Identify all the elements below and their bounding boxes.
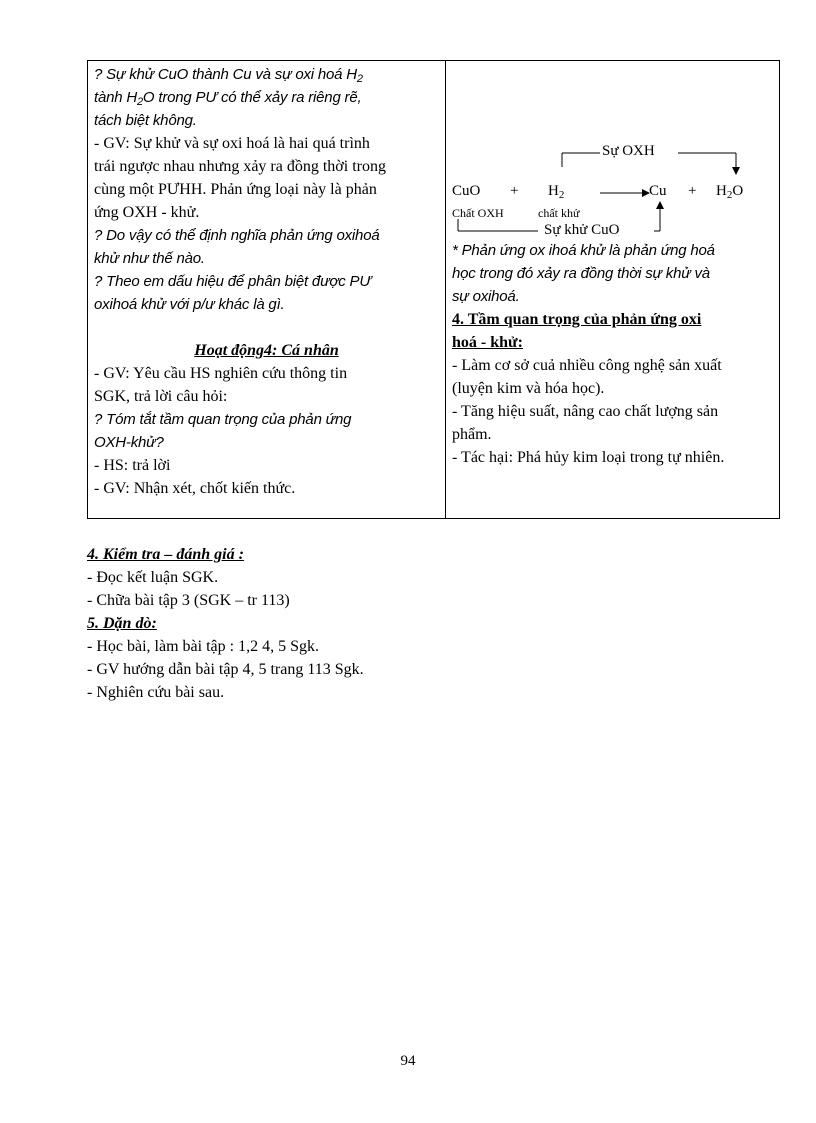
importance-line: (luyện kim và hóa học). bbox=[452, 380, 605, 397]
lesson-table bbox=[87, 60, 780, 519]
content-column bbox=[446, 61, 780, 519]
cu-formula: Cu bbox=[649, 183, 667, 199]
check-section-title: 4. Kiểm tra – đánh giá : bbox=[87, 546, 244, 563]
reductant-label: chất khử bbox=[538, 206, 580, 220]
student-note-line: - HS: trả lời bbox=[94, 457, 171, 474]
definition-line: học trong đó xảy ra đồng thời sự khử và bbox=[452, 265, 710, 282]
redox-equation bbox=[452, 123, 773, 238]
importance-line: - Tăng hiệu suất, nâng cao chất lượng sản bbox=[452, 403, 719, 420]
question-line: ? Theo em dấu hiệu để phân biệt được PƯ bbox=[94, 273, 372, 290]
teacher-note-line: trái ngược nhau nhưng xảy ra đồng thời trong bbox=[94, 158, 386, 175]
teacher-activity-column bbox=[88, 61, 446, 519]
teacher-note-line: - GV: Sự khử và sự oxi hoá là hai quá trình bbox=[94, 135, 370, 152]
oxidation-label: Sự OXH bbox=[602, 143, 655, 159]
teacher-note-line: cùng một PƯHH. Phản ứng loại này là phản bbox=[94, 181, 377, 198]
question-line: ? Tóm tắt tầm quan trọng của phản ứng bbox=[94, 411, 352, 428]
after-table-sections bbox=[87, 543, 364, 704]
homework-item: - GV hướng dẫn bài tập 4, 5 trang 113 Sgk. bbox=[87, 661, 364, 678]
plus-sign: + bbox=[688, 183, 697, 199]
teacher-note-line: - GV: Nhận xét, chốt kiến thức. bbox=[94, 480, 296, 497]
page-number: 94 bbox=[400, 1053, 416, 1069]
question-line: tách biệt không. bbox=[94, 112, 197, 129]
cuo-formula: CuO bbox=[452, 183, 481, 199]
homework-item: - Học bài, làm bài tập : 1,2 4, 5 Sgk. bbox=[87, 638, 319, 655]
question-line: khử như thế nào. bbox=[94, 250, 205, 267]
reduction-label: Sự khử CuO bbox=[544, 222, 620, 238]
plus-sign: + bbox=[510, 183, 519, 199]
h2o-formula: $H_2O$ bbox=[716, 183, 744, 201]
oxidant-label: Chất OXH bbox=[452, 206, 504, 220]
importance-line: phẩm. bbox=[452, 426, 492, 443]
importance-line: - Tác hại: Phá hủy kim loại trong tự nhiên. bbox=[452, 449, 725, 466]
check-item: - Đọc kết luận SGK. bbox=[87, 569, 219, 586]
check-item: - Chữa bài tập 3 (SGK – tr 113) bbox=[87, 592, 290, 609]
activity-title: Hoạt động4: Cá nhân bbox=[194, 342, 339, 359]
question-line: oxihoá khử với p/ư khác là gì. bbox=[94, 296, 285, 313]
teacher-note-line: SGK, trả lời câu hỏi: bbox=[94, 388, 228, 405]
homework-section-title: 5. Dặn dò: bbox=[87, 615, 157, 632]
teacher-note-line: ứng OXH - khử. bbox=[94, 204, 200, 221]
h2-formula: $H_2$ bbox=[548, 183, 565, 201]
definition-line: * Phản ứng ox ihoá khử là phản ứng hoá bbox=[452, 242, 715, 259]
question-line: ? Sự khử CuO thành Cu và sự oxi hoá $H_2$ bbox=[94, 66, 363, 85]
section4-title: 4. Tầm quan trọng của phản ứng oxi bbox=[452, 311, 702, 328]
importance-line: - Làm cơ sở cuả nhiều công nghệ sản xuất bbox=[452, 357, 722, 374]
section4-title: hoá - khử: bbox=[452, 334, 523, 351]
question-line: ? Do vậy có thể định nghĩa phản ứng oxihoá bbox=[94, 227, 380, 244]
question-line: tành $H_2O$ trong PƯ có thể xảy ra riêng rẽ, bbox=[94, 89, 362, 108]
teacher-note-line: - GV: Yêu cầu HS nghiên cứu thông tin bbox=[94, 365, 348, 382]
homework-item: - Nghiên cứu bài sau. bbox=[87, 684, 225, 701]
question-line: OXH-khử? bbox=[94, 434, 164, 451]
definition-line: sự oxihoá. bbox=[452, 288, 520, 305]
